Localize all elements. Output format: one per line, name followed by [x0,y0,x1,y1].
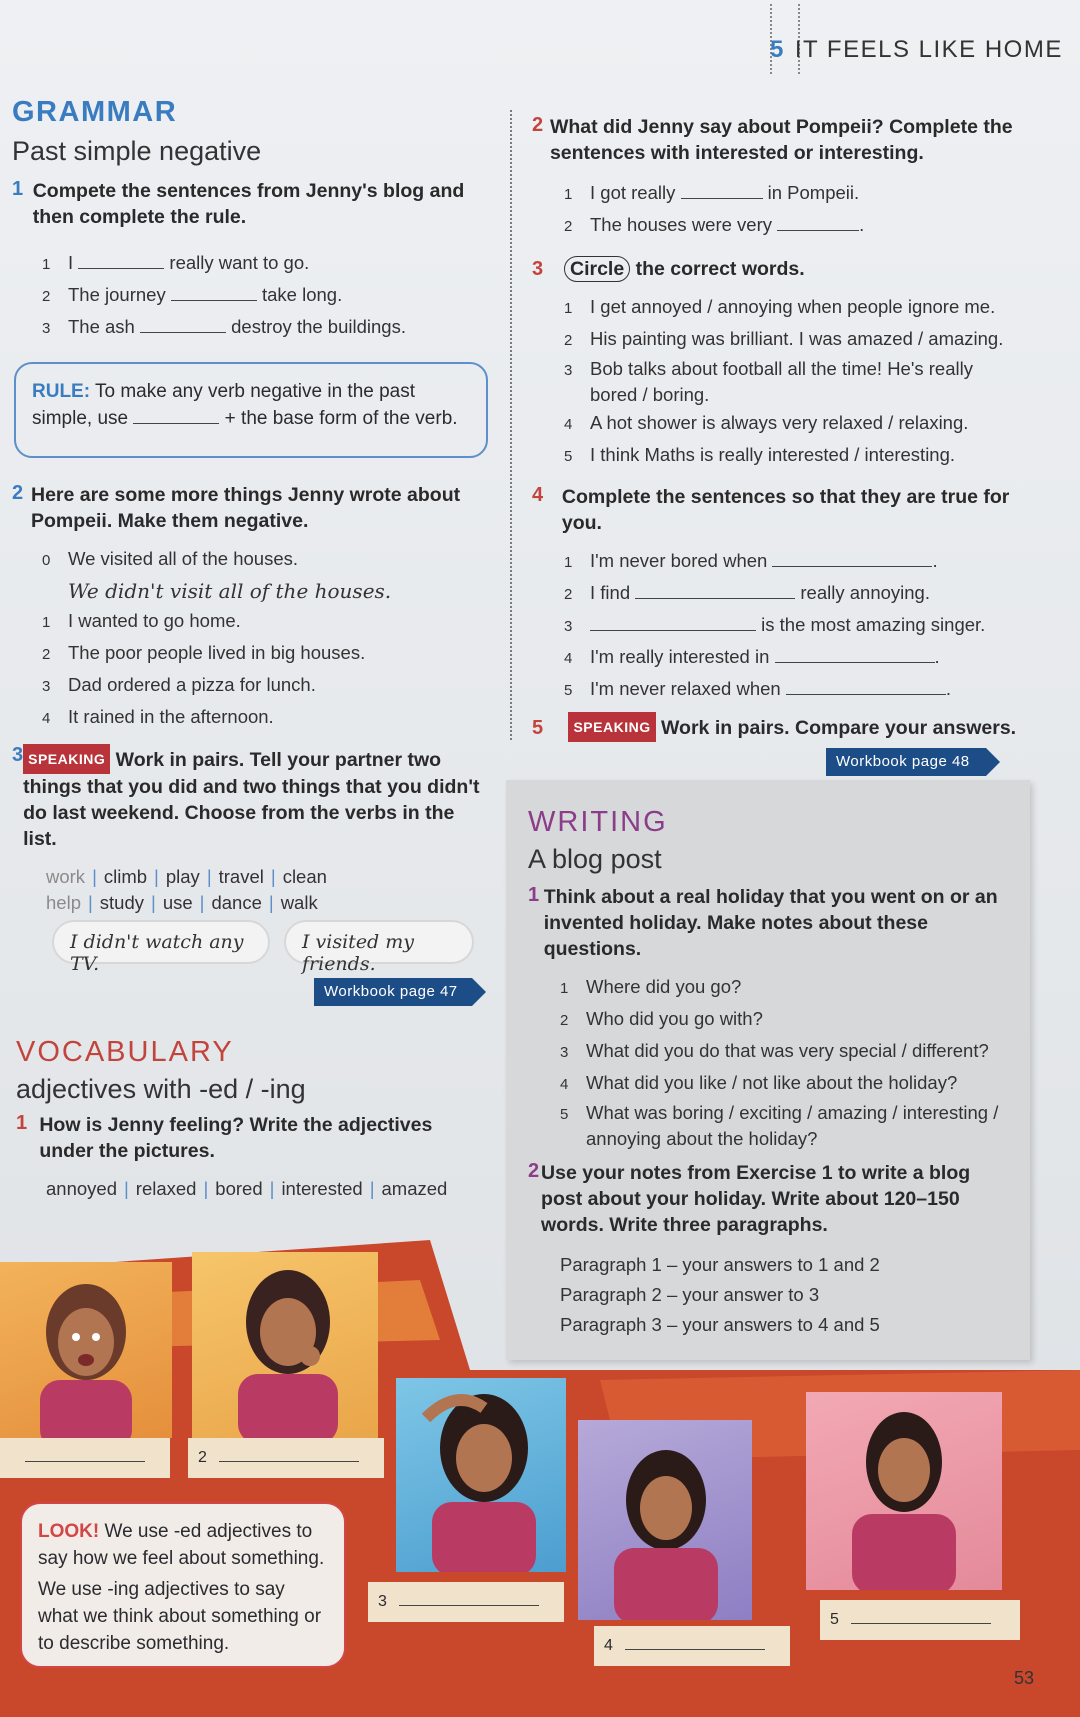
exercise-number: 1 [528,884,540,906]
rule-blank[interactable] [133,410,219,424]
vocabulary-heading: VOCABULARY [16,1036,234,1068]
exercise-instruction: Here are some more things Jenny wrote about Pompeii. Make them negative. [31,484,461,532]
speech-bubble-2: I visited my friends. [284,920,474,964]
list-item: 4 What did you like / not like about the holiday? [560,1072,958,1093]
exercise-number: 2 [12,482,24,504]
unit-number: 5 [770,36,785,63]
writing-heading: WRITING [528,806,668,838]
workbook-link-47[interactable]: Workbook page 47 [314,978,472,1006]
list-item: 2 His painting was brilliant. I was amazed / amazing. [564,328,1004,349]
grammar-ex2 [12,482,482,734]
list-item: 4 I'm really interested in . [564,646,940,667]
girl-illustration-5 [806,1392,1002,1590]
vocabulary-title: adjectives with -ed / -ing [16,1074,306,1104]
girl-illustration-2 [192,1252,378,1438]
answer-blank[interactable] [219,1448,359,1462]
picture-label-1 [0,1438,170,1478]
list-item: 1 I got really in Pompeii. [564,182,860,203]
vocabulary-ex2 [532,114,1022,242]
list-item: 2 Who did you go with? [560,1008,763,1029]
answer-blank[interactable] [772,553,932,567]
exercise-number: 3 [532,257,544,280]
look-line-2: We use -ing adjectives to say what we think about something or to describe something. [38,1579,322,1654]
answer-blank[interactable] [681,185,763,199]
grammar-ex3 [12,744,482,914]
page-number: 53 [1013,1668,1034,1688]
example-answer: We didn't visit all of the houses. [68,579,392,603]
picture-label-3: 3 [368,1582,564,1622]
look-line-1: We use -ed adjectives to say how we feel about something. [38,1521,325,1569]
rule-box [14,362,488,458]
unit-header [770,36,1063,64]
exercise-instruction: Think about a real holiday that you went on or an invented holiday. Make notes about these questions. [543,886,998,960]
answer-blank[interactable] [590,617,756,631]
circle-word: Circle [564,256,630,282]
list-item: 2 I find really annoying. [564,582,930,603]
writing-ex1 [528,884,1008,1152]
list-item: 1 I get annoyed / annoying when people ignore me. [564,296,996,317]
vocabulary-ex1 [16,1112,486,1200]
grammar-heading: GRAMMAR [12,96,178,128]
workbook-link-48[interactable]: Workbook page 48 [826,748,986,776]
exercise-number: 4 [532,484,544,506]
vocabulary-ex3 [532,256,1022,472]
column-divider [510,110,512,740]
vocabulary-ex4 [532,484,1022,706]
list-item: 3 is the most amazing singer. [564,614,986,635]
speech-bubble-1: I didn't watch any TV. [52,920,270,964]
picture-label-4: 4 [594,1626,790,1666]
answer-blank[interactable] [25,1448,145,1462]
list-item: 1 I'm never bored when . [564,550,938,571]
list-item: 1 Where did you go? [560,976,742,997]
picture-amazed [0,1262,172,1438]
list-item: 1 I really want to go. [42,252,310,273]
answer-blank[interactable] [625,1636,765,1650]
writing-title: A blog post [528,844,662,874]
verb-list-row1: work | climb | play | travel | clean [46,866,327,887]
list-item: 2 The poor people lived in big houses. [42,642,366,663]
picture-interested [192,1252,378,1438]
girl-illustration-3 [396,1378,566,1572]
rule-text-a: To make any verb negative in the past simple, use [32,381,416,429]
picture-relaxed [396,1378,566,1572]
exercise-number: 5 [532,717,544,739]
list-item: 3 The ash destroy the buildings. [42,316,406,337]
exercise-instruction: Work in pairs. Compare your answers. [661,717,1017,739]
exercise-instruction: What did Jenny say about Pompeii? Complete the sentences with interested or interesting. [549,116,1013,164]
paragraph-note: Paragraph 2 – your answer to 3 [560,1284,820,1305]
rule-text-b: + the base form of the verb. [224,408,458,429]
exercise-instruction: How is Jenny feeling? Write the adjectives under the pictures. [39,1114,433,1162]
answer-blank[interactable] [78,255,164,269]
adjective-list: annoyed | relaxed | bored | interested | amazed [46,1178,448,1199]
picture-bored [578,1420,752,1620]
exercise-instruction: Complete the sentences so that they are true for you. [561,486,1010,534]
list-item: 2 The houses were very . [564,214,865,235]
exercise-instruction: Compete the sentences from Jenny's blog and then complete the rule. [32,180,465,228]
exercise-number: 1 [12,178,24,200]
unit-title: IT FEELS LIKE HOME [794,36,1063,63]
answer-blank[interactable] [635,585,795,599]
look-label: LOOK! [38,1521,100,1542]
girl-illustration-4 [578,1420,752,1620]
exercise-number: 3 [12,744,24,766]
grammar-ex1 [12,178,482,344]
answer-blank[interactable] [171,287,257,301]
exercise-number: 2 [532,114,544,136]
paragraph-note: Paragraph 3 – your answers to 4 and 5 [560,1314,880,1335]
list-item: 3 Dad ordered a pizza for lunch. [42,674,316,695]
list-item: 5 I think Maths is really interested / interesting. [564,444,956,465]
list-item: 5 What was boring / exciting / amazing / interesting / annoying about the holiday? [560,1102,999,1149]
answer-blank[interactable] [775,649,935,663]
exercise-number: 2 [528,1160,540,1182]
picture-label-5: 5 [820,1600,1020,1640]
exercise-instruction: Use your notes from Exercise 1 to write a blog post about your holiday. Write about 120–150 words. Write three paragraphs. [541,1162,971,1236]
answer-blank[interactable] [777,217,859,231]
exercise-instruction: the correct words. [635,258,805,280]
vocabulary-ex5 [532,712,1032,742]
paragraph-note: Paragraph 1 – your answers to 1 and 2 [560,1254,880,1275]
look-box [20,1502,346,1668]
girl-illustration-1 [0,1262,172,1438]
list-item: 5 I'm never relaxed when . [564,678,951,699]
answer-blank[interactable] [399,1592,539,1606]
grammar-title: Past simple negative [12,136,262,166]
answer-blank[interactable] [851,1610,991,1624]
list-item: 4 A hot shower is always very relaxed / relaxing. [564,412,969,433]
list-item: 4 It rained in the afternoon. [42,706,274,727]
speaking-tag: SPEAKING [23,744,110,774]
list-item: 2 The journey take long. [42,284,343,305]
list-item: 1 I wanted to go home. [42,610,241,631]
list-item: 3 Bob talks about football all the time! He's really bored / boring. [564,358,973,405]
picture-label-2: 2 [188,1438,384,1478]
speaking-tag: SPEAKING [568,712,655,742]
exercise-number: 1 [16,1112,28,1134]
verb-list-row2: help | study | use | dance | walk [46,892,318,913]
list-item: 0 We visited all of the houses. [42,548,299,569]
answer-blank[interactable] [140,319,226,333]
list-item: 3 What did you do that was very special / different? [560,1040,989,1061]
exercise-instruction: Work in pairs. Tell your partner two things that you did and two things that you didn't do last weekend. Choose from the verbs in the list. [23,749,480,850]
picture-annoyed [806,1392,1002,1590]
answer-blank[interactable] [786,681,946,695]
rule-label: RULE: [32,381,91,402]
